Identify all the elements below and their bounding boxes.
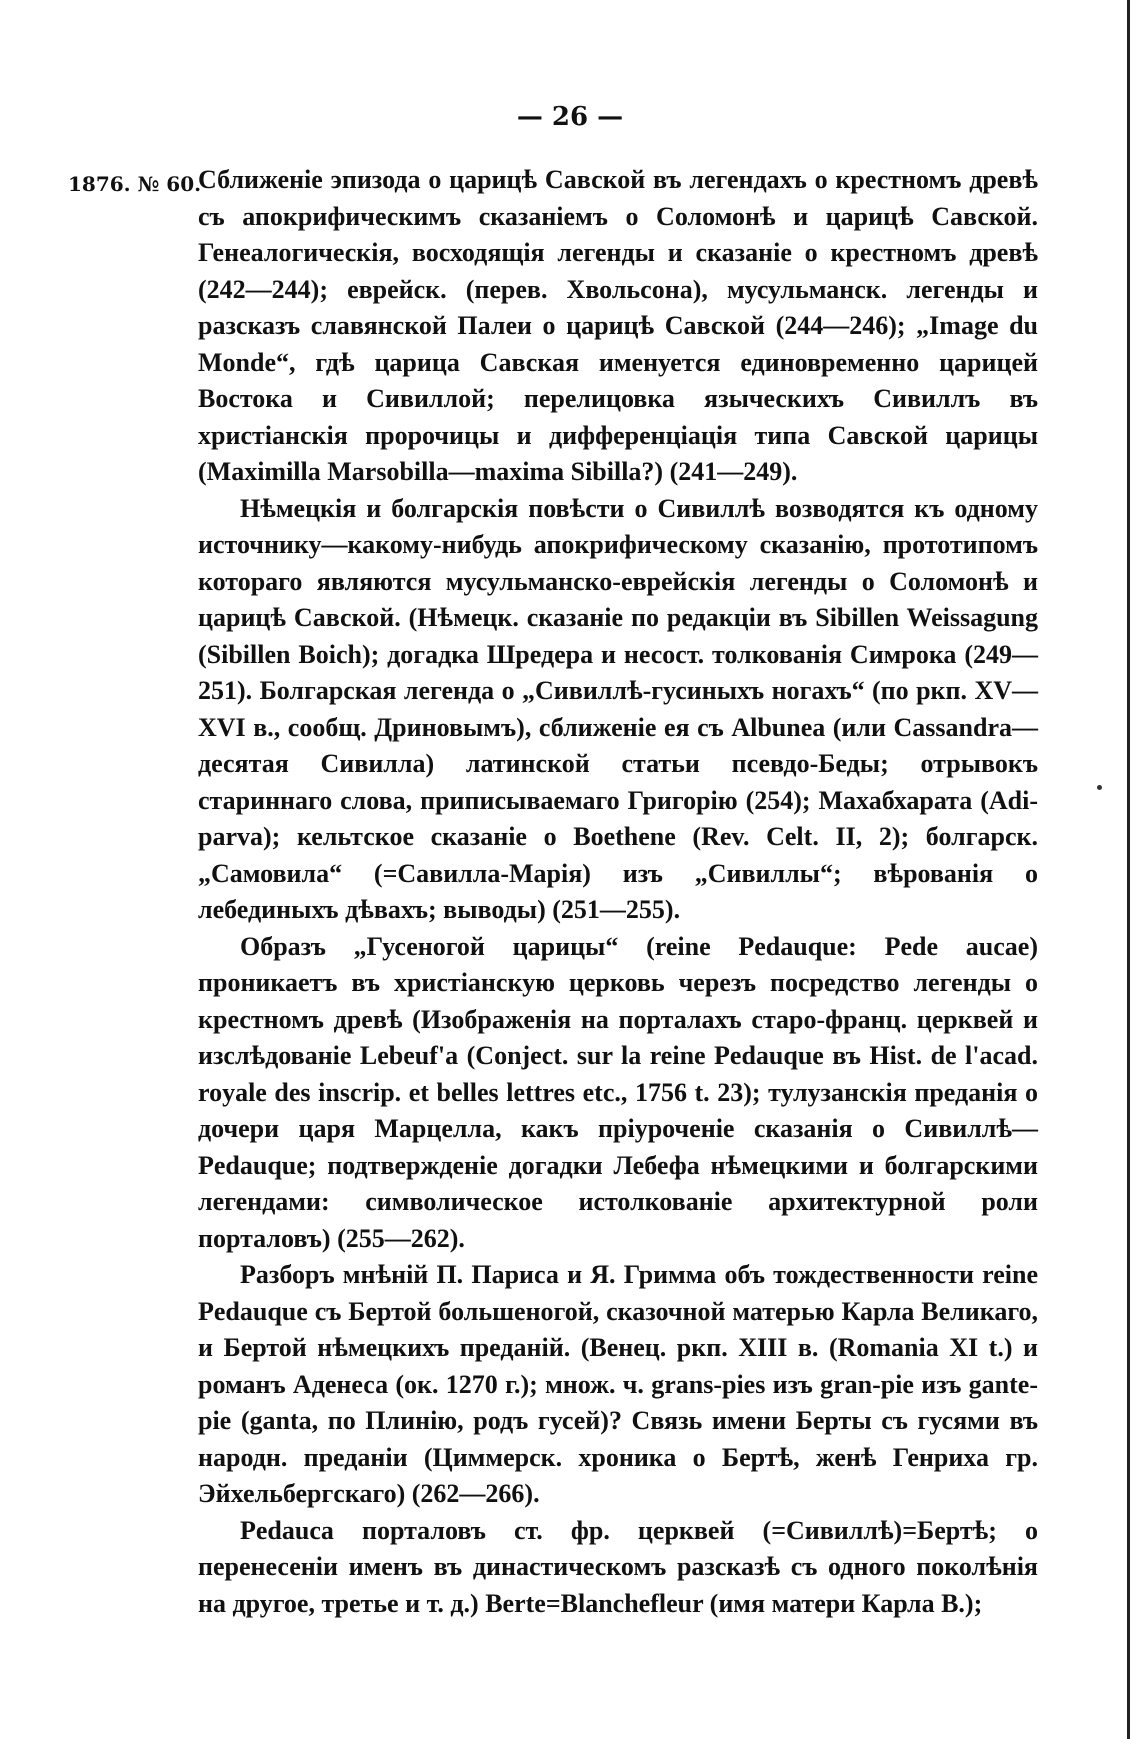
paragraph-5: Pedauca порталовъ ст. фр. церквей (=Сивиллѣ)=Бертѣ; о перенесеніи именъ въ династическомъ разсказѣ съ одного поколѣнія на другое, третье и т. д.) Berte=Blanchefleur (имя матери Карла В.); — [198, 1515, 1038, 1618]
entry-reference: 1876. № 60. — [68, 172, 202, 196]
paragraph-2: Нѣмецкія и болгарскія повѣсти о Сивиллѣ возводятся къ одному источнику—какому-нибудь апокрифическому сказанію, прототипомъ котораго являются мусульманско-еврейскія легенды о Соломонѣ и царицѣ Савской. (Нѣмецк. сказаніе по редакціи въ Sibillen Weissagung (Sibillen Boich); догадка Шредера и несост. толкованія Симрока (249—251). Болгарская легенда о „Сивиллѣ-гусиныхъ ногахъ“ (по ркп. XV—XVI в., сообщ. Дриновымъ), сближеніе ея съ Albunea (или Cassandra—десятая Сивилла) латинской статьи псевдо-Беды; отрывокъ стариннаго слова, приписываемаго Григорію (254); Махабхарата (Adi-parva); кельтское сказаніе о Boethene (Rev. Celt. II, 2); болгарск. „Самовила“ (=Савилла-Марія) изъ „Сивиллы“; вѣрованія о лебединыхъ дѣвахъ; выводы) (251—255). — [198, 493, 1038, 924]
page-edge — [1127, 0, 1130, 1739]
page-number: — 26 — — [516, 102, 624, 132]
paragraph-4: Разборъ мнѣній П. Париса и Я. Гримма объ тождественности reine Pedauque съ Бертой большеногой, сказочной матерью Карла Великаго, и Бертой нѣмецкихъ преданій. (Венец. ркп. XIII в. (Romania XI t.) и романъ Аденеса (ок. 1270 г.); множ. ч. grans-pies изъ gran-pie изъ gante-pie (ganta, по Плинію, родъ гусей)? Связь имени Берты съ гусями въ народн. преданіи (Циммерск. хроника о Бертѣ, женѣ Генриха гр. Эйхельбергскаго) (262—266). — [198, 1260, 1038, 1508]
paragraph-3: Образъ „Гусеногой царицы“ (reine Pedauque: Pede aucae) проникаетъ въ христіанскую церковь черезъ посредство легенды о крестномъ древѣ (Изображенія на порталахъ старо-франц. церквей и изслѣдованіе Lebeuf'a (Conject. sur la reine Pedauque въ Hist. de l'acad. royale des inscrip. et belles lettres etc., 1756 t. 23); тулузанскія преданія о дочери царя Марцелла, какъ пріуроченіе сказанія о Сивиллѣ—Pedauque; подтвержденіе догадки Лебефа нѣмецкими и болгарскими легендами: символическое истолкованіе архитектурной роли порталовъ) (255—262). — [198, 931, 1038, 1253]
text-body — [198, 162, 1038, 1622]
margin-dot — [1097, 785, 1102, 790]
paragraph-1: Сближеніе эпизода о царицѣ Савской въ легендахъ о крестномъ древѣ съ апокрифическимъ сказаніемъ о Соломонѣ и царицѣ Савской. Генеалогическія, восходящія легенды и сказаніе о крестномъ древѣ (242—244); еврейск. (перев. Хвольсона), мусульманск. легенды и разсказъ славянской Палеи о царицѣ Савской (244—246); „Image du Monde“, гдѣ царица Савская именуется единовременно царицей Востока и Сивиллой; перелицовка языческихъ Сивиллъ въ христіанскія пророчицы и дифференціація типа Савской царицы (Maximilla Marsobilla—maxima Sibilla?) (241—249). — [198, 165, 1038, 486]
